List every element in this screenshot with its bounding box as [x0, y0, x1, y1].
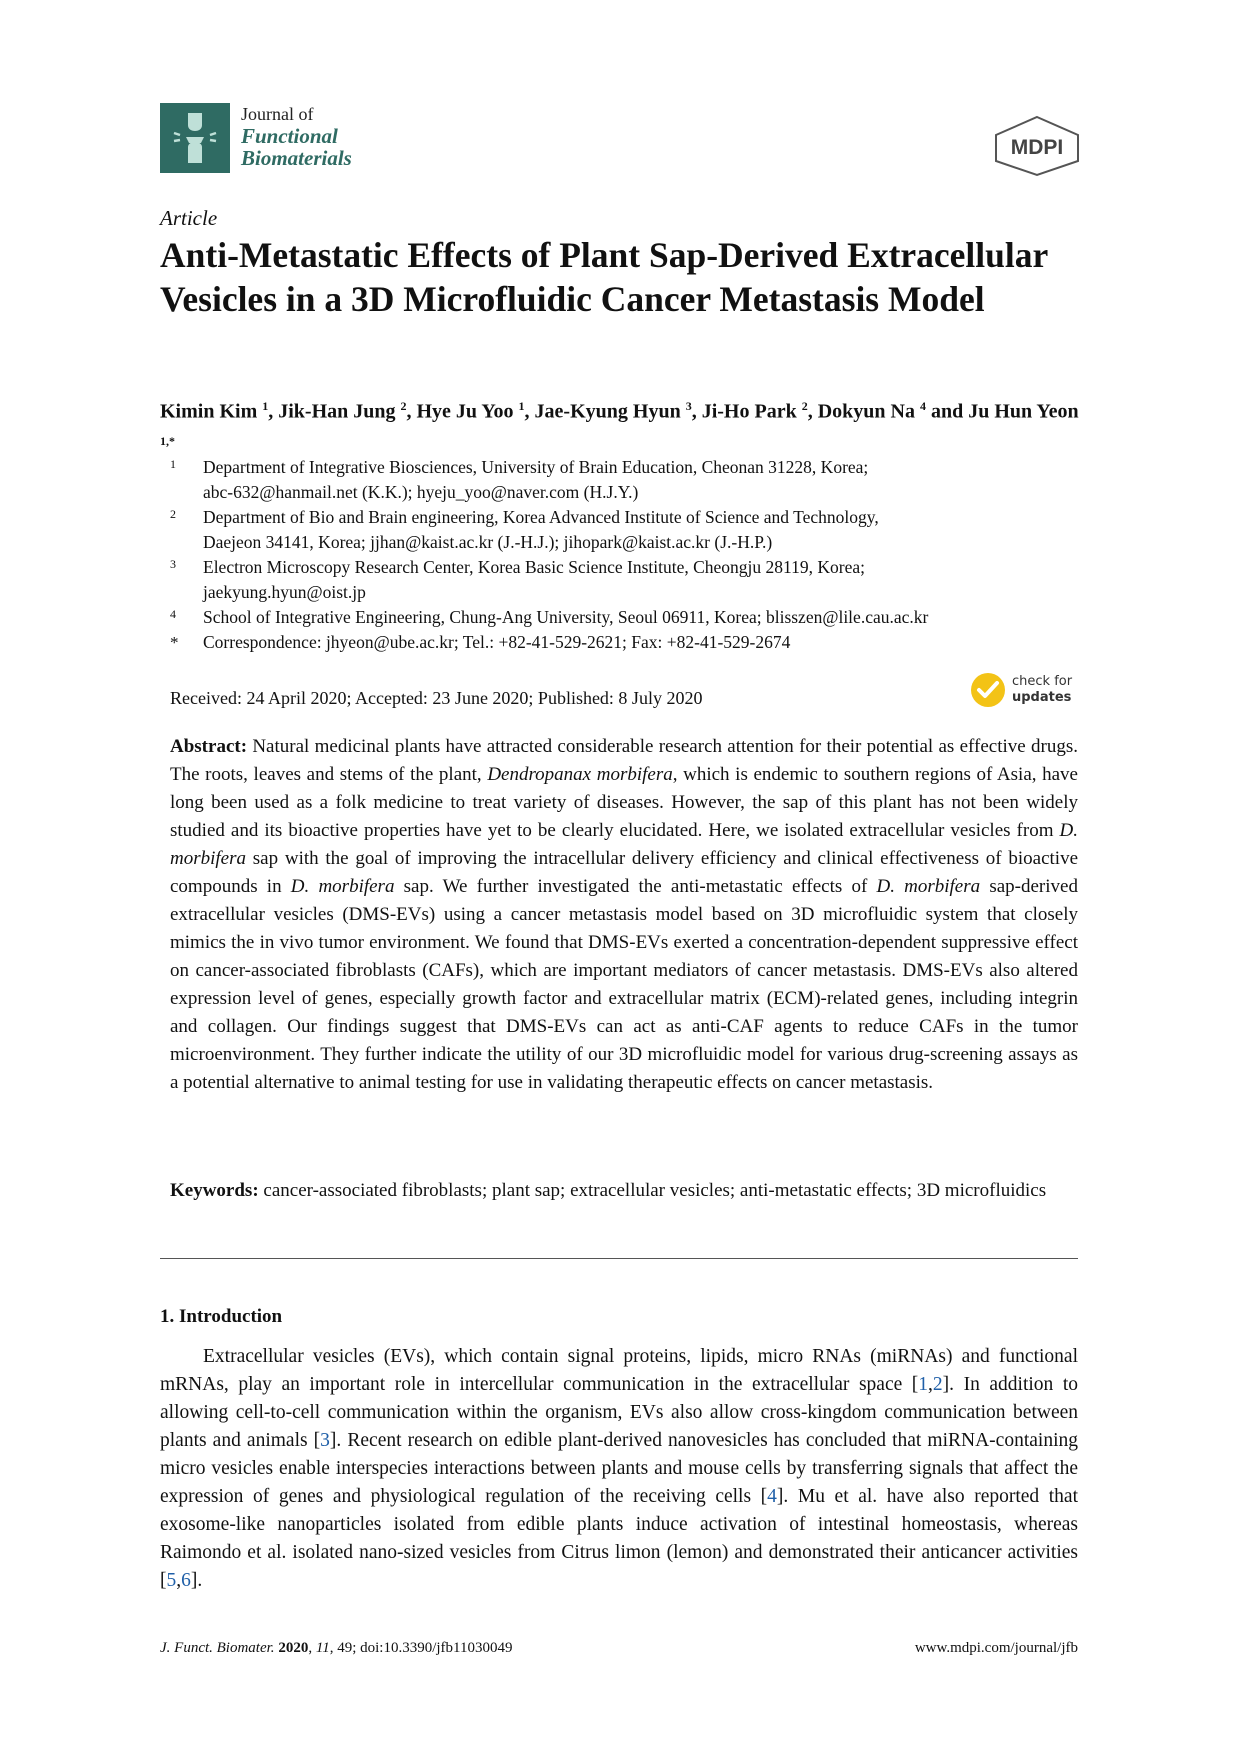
check-for-updates-line2: updates [1012, 690, 1072, 705]
affiliation-item [170, 455, 1090, 505]
author-affiliation-mark: 2 [801, 399, 808, 413]
introduction-text: , [176, 1570, 182, 1591]
affiliation-text [203, 555, 1090, 605]
affiliation-text [203, 630, 1090, 655]
introduction-text: , [928, 1374, 933, 1395]
citation-link[interactable]: 5 [166, 1570, 177, 1591]
publication-dates: Received: 24 April 2020; Accepted: 23 June 2020; Published: 8 July 2020 [170, 688, 703, 708]
citation-link[interactable]: 2 [932, 1374, 943, 1395]
footer-volume: 11 [315, 1640, 330, 1656]
footer-journal-url[interactable]: www.mdpi.com/journal/jfb [914, 1640, 1078, 1656]
article-type: Article [160, 206, 218, 230]
affiliation-line: Electron Microscopy Research Center, Korea Basic Science Institute, Cheongju 28119, Korea; [203, 557, 865, 577]
author-list [160, 392, 1090, 461]
author-name[interactable]: Kimin Kim [160, 400, 258, 423]
abstract [170, 733, 1078, 1097]
abstract-text: sap. We further investigated the anti-metastatic effects of [394, 876, 877, 897]
footer-citation: J. Funct. Biomater. 2020, 11, 49; doi:10.3390/jfb11030049 [160, 1640, 513, 1656]
section-divider [160, 1258, 1078, 1259]
affiliation-line: jaekyung.hyun@oist.jp [203, 582, 366, 602]
footer-doi: , 49; doi:10.3390/jfb11030049 [329, 1640, 513, 1656]
affiliation-item [170, 555, 1090, 605]
journal-logo-icon [160, 103, 230, 173]
citation-link[interactable]: 3 [320, 1430, 330, 1451]
affiliation-line: Department of Integrative Biosciences, University of Brain Education, Cheonan 31228, Korea; [203, 457, 869, 477]
journal-name-line1: Journal of [241, 104, 314, 124]
affiliation-line: abc-632@hanmail.net (K.K.); hyeju_yoo@naver.com (H.J.Y.) [203, 482, 639, 502]
species-name: D. morbifera [290, 876, 395, 897]
species-name: D. morbifera [876, 876, 981, 897]
affiliation-mark: * [170, 633, 179, 652]
author-affiliation-mark: 2 [400, 399, 407, 413]
introduction-text: ]. [190, 1570, 203, 1591]
author-separator: , [268, 400, 279, 423]
journal-name-line3: Biomaterials [241, 146, 352, 170]
affiliation-text [203, 455, 1090, 505]
check-badge-icon [970, 672, 1006, 708]
author-name[interactable]: Hye Ju Yoo [416, 400, 514, 423]
introduction-text: ]. In addition to allowing cell-to-cell communication within the organism, EVs also allow cross-kingdom communication between plants and animals [ [160, 1374, 1078, 1451]
author-name[interactable]: Jik-Han Jung [278, 400, 396, 423]
affiliation-text [203, 505, 1090, 555]
affiliation-text [203, 605, 1090, 630]
author-affiliation-mark: 1 [518, 399, 525, 413]
affiliation-item [170, 630, 1090, 655]
author-affiliation-mark: 1 [262, 399, 269, 413]
author-affiliation-mark: 1,* [160, 433, 175, 448]
author-separator: , [691, 400, 702, 423]
affiliation-mark: 4 [170, 607, 176, 621]
abstract-body [170, 736, 1078, 1093]
affiliation-line: School of Integrative Engineering, Chung-Ang University, Seoul 06911, Korea; blisszen@lile.cau.ac.kr [203, 607, 929, 627]
check-for-updates-badge[interactable] [970, 672, 1090, 712]
paper-title: Anti-Metastatic Effects of Plant Sap-Derived Extracellular Vesicles in a 3D Microfluidic Cancer Metastasis Model [160, 235, 1048, 319]
introduction-paragraph [160, 1343, 1078, 1595]
author-affiliation-mark: 3 [685, 399, 692, 413]
author-name[interactable]: Ji-Ho Park [701, 400, 797, 423]
species-name: D. morbifera [170, 820, 1078, 869]
author-separator: , [807, 400, 818, 423]
affiliation-item [170, 505, 1090, 555]
introduction-text: ]. Mu et al. have also reported that exosome-like nanoparticles isolated from edible plants induce activation of intestinal homeostasis, whereas Raimondo et al. isolated nano-sized vesicles from Citrus limon (lemon) and demonstrated their anticancer activities [ [160, 1486, 1078, 1591]
abstract-label: Abstract: [170, 736, 248, 757]
abstract-text: sap-derived extracellular vesicles (DMS-EVs) using a cancer metastasis model based on 3D microfluidic system that closely mimics the in vivo tumor environment. We found that DMS-EVs exerted a concentration-dependent suppressive effect on cancer-associated fibroblasts (CAFs), which are important mediators of cancer metastasis. DMS-EVs also altered expression level of genes, especially growth factor and extracellular matrix (ECM)-related genes, including integrin and collagen. Our findings suggest that DMS-EVs can act as anti-CAF agents to reduce CAFs in the tumor microenvironment. They further indicate the utility of our 3D microfluidic model for various drug-screening assays as a potential alternative to animal testing for use in validating therapeutic effects on cancer metastasis. [170, 876, 1078, 1093]
citation-link[interactable]: 6 [181, 1570, 191, 1591]
author-name[interactable]: Jae-Kyung Hyun [534, 400, 681, 423]
footer-journal-abbrev: J. Funct. Biomater. [160, 1640, 275, 1656]
affiliation-list [170, 455, 1090, 655]
affiliation-item [170, 605, 1090, 630]
keywords-text: cancer-associated fibroblasts; plant sap; extracellular vesicles; anti-metastatic effects; 3D microfluidics [258, 1180, 1047, 1201]
author-affiliation-mark: 4 [919, 399, 926, 413]
abstract-text: Natural medicinal plants have attracted considerable research attention for their potential as effective drugs. The roots, leaves and stems of the plant, [170, 736, 1078, 785]
introduction-text: ]. Recent research on edible plant-derived nanovesicles has concluded that miRNA-containing micro vesicles enable interspecies interactions between plants and mouse cells by transferring signals that affect the expression of genes and physiological regulation of the receiving cells [ [160, 1430, 1078, 1507]
section-heading-introduction: 1. Introduction [160, 1306, 283, 1327]
author-name[interactable]: Ju Hun Yeon [968, 400, 1079, 423]
footer-year: 2020 [278, 1640, 309, 1656]
author-separator: , [524, 400, 535, 423]
abstract-text: sap with the goal of improving the intracellular delivery efficiency and clinical effectiveness of bioactive compounds in [170, 848, 1078, 897]
affiliation-mark: 1 [170, 457, 176, 471]
journal-name [241, 103, 352, 169]
species-name: Dendropanax morbifera [487, 764, 673, 785]
publisher-label: MDPI [1010, 136, 1064, 159]
keywords [170, 1177, 1078, 1205]
keywords-label: Keywords: [170, 1180, 259, 1201]
mdpi-logo-icon [992, 115, 1082, 177]
citation-link[interactable]: 1 [918, 1374, 929, 1395]
affiliation-line: Daejeon 34141, Korea; jjhan@kaist.ac.kr (J.-H.J.); jihopark@kaist.ac.kr (J.-H.P.) [203, 532, 773, 552]
author-separator: and [925, 400, 969, 423]
abstract-text: , which is endemic to southern regions of Asia, have long been used as a folk medicine to treat variety of diseases. However, the sap of this plant has not been widely studied and its bioactive properties have yet to be clearly elucidated. Here, we isolated extracellular vesicles from [170, 764, 1078, 841]
author-name[interactable]: Dokyun Na [817, 400, 915, 423]
introduction-text: Extracellular vesicles (EVs), which contain signal proteins, lipids, micro RNAs (miRNAs) and functional mRNAs, play an important role in intercellular communication in the extracellular space [ [160, 1346, 1078, 1395]
author-separator: , [406, 400, 417, 423]
affiliation-mark: 3 [170, 557, 176, 571]
journal-name-line2: Functional [241, 124, 338, 148]
affiliation-line: Correspondence: jhyeon@ube.ac.kr; Tel.: +82-41-529-2621; Fax: +82-41-529-2674 [203, 632, 791, 652]
citation-link[interactable]: 4 [767, 1486, 777, 1507]
check-for-updates-line1: check for [1012, 674, 1073, 689]
affiliation-mark: 2 [170, 507, 176, 521]
affiliation-line: Department of Bio and Brain engineering, Korea Advanced Institute of Science and Technology, [203, 507, 879, 527]
